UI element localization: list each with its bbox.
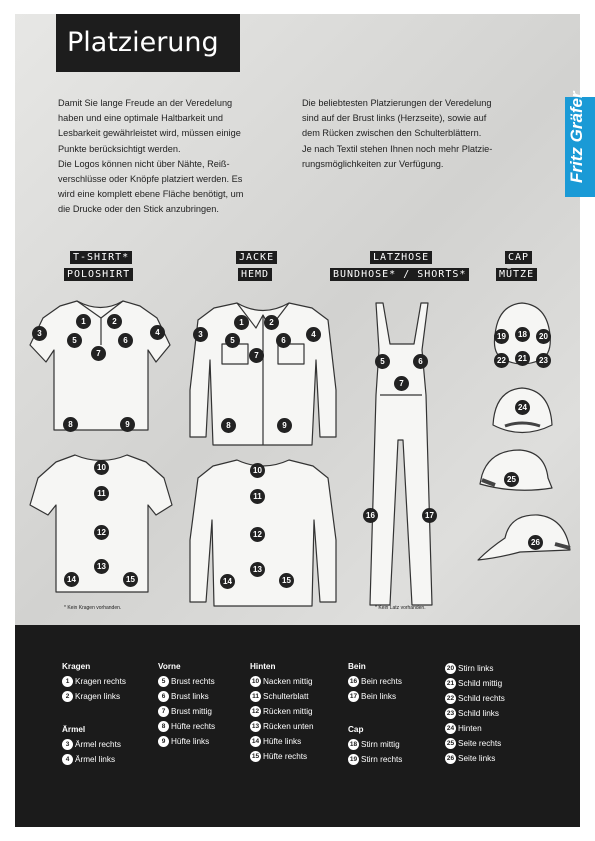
cap-side-left-shape (478, 515, 570, 560)
legend-heading-hinten: Hinten (250, 662, 276, 671)
legend-item (348, 754, 402, 769)
intro-left-line: Punkte berücksichtigt werden. (58, 143, 181, 154)
legend-text: Nacken mittig (263, 677, 313, 686)
badge: 3 (32, 326, 47, 341)
intro-right-line: rungsmöglichkeiten zur Verfügung. (302, 158, 444, 169)
legend-number: 7 (158, 706, 169, 717)
legend-item (445, 708, 499, 723)
legend-number: 22 (446, 695, 455, 702)
badge: 7 (91, 346, 106, 361)
legend-number: 13 (251, 723, 260, 730)
legend-item (445, 723, 482, 738)
legend-text: Brust rechts (171, 677, 215, 686)
legend-item (158, 706, 212, 721)
badge: 6 (276, 333, 291, 348)
legend-item (62, 754, 115, 769)
label-bundhose: BUNDHOSE* / SHORTS* (330, 268, 469, 281)
intro-left-line: Damit Sie lange Freude an der Veredelung (58, 98, 233, 108)
footnote-latz: * Kein Latz vorhanden. (375, 605, 426, 611)
badge: 9 (120, 417, 135, 432)
legend-text: Brust links (171, 692, 209, 701)
badge: 25 (504, 472, 519, 487)
intro-left-line: wird eine komplett ebene Fläche benötigt, um (58, 189, 244, 200)
legend-heading-aermel: Ärmel (62, 725, 86, 734)
legend-item (445, 753, 495, 768)
legend-number: 16 (349, 678, 358, 685)
legend-number: 5 (158, 676, 169, 687)
badge: 21 (515, 351, 530, 366)
legend-number: 18 (349, 741, 358, 748)
legend-text: Kragen links (75, 692, 121, 701)
legend-item (250, 751, 307, 766)
legend-text: Bein rechts (361, 677, 402, 686)
badge: 8 (63, 417, 78, 432)
badge: 11 (250, 489, 265, 504)
badge: 5 (67, 333, 82, 348)
legend-item (250, 706, 313, 721)
badge: 20 (536, 329, 551, 344)
badge: 4 (150, 325, 165, 340)
badge: 11 (94, 486, 109, 501)
legend-item (445, 738, 501, 753)
legend-number: 26 (446, 755, 455, 762)
legend-text: Schild mittig (458, 679, 503, 688)
badge: 15 (279, 573, 294, 588)
badge: 12 (94, 525, 109, 540)
badge: 14 (64, 572, 79, 587)
legend-number: 8 (158, 721, 169, 732)
badge: 1 (76, 314, 91, 329)
badge: 17 (422, 508, 437, 523)
legend-text: Hüfte links (171, 737, 210, 746)
legend-item (250, 676, 313, 691)
intro-left-line: die Drucke oder den Stick anzubringen. (58, 204, 219, 215)
badge: 7 (249, 348, 264, 363)
badge: 19 (494, 329, 509, 344)
legend-item (445, 678, 502, 693)
badge: 14 (220, 574, 235, 589)
label-tshirt: T-SHIRT* (70, 251, 132, 264)
legend-item (250, 691, 309, 706)
legend-text: Hüfte links (263, 737, 302, 746)
badge: 10 (94, 460, 109, 475)
legend-item (158, 676, 215, 691)
legend-text: Hüfte rechts (171, 722, 216, 731)
page-title: Platzierung (56, 14, 240, 72)
legend-item (158, 721, 215, 736)
legend-item (250, 736, 301, 751)
badge: 1 (234, 315, 249, 330)
legend-text: Seite rechts (458, 739, 502, 748)
badge: 15 (123, 572, 138, 587)
legend-number: 2 (62, 691, 73, 702)
legend-item (250, 721, 314, 736)
intro-left-line: verschlüsse oder Knöpfe platziert werden. Es (58, 174, 243, 185)
legend-text: Kragen rechts (75, 677, 126, 686)
badge: 6 (118, 333, 133, 348)
legend-item (348, 691, 396, 706)
legend-text: Stirn rechts (361, 755, 403, 764)
legend-item (348, 739, 400, 754)
overalls-shape (370, 303, 432, 605)
legend-heading-kragen: Kragen (62, 662, 91, 671)
badge: 22 (494, 353, 509, 368)
legend-number: 17 (349, 693, 358, 700)
legend-number: 12 (251, 708, 260, 715)
legend-item (445, 663, 494, 678)
legend-item (348, 676, 402, 691)
badge: 13 (250, 562, 265, 577)
polo-front-shape (30, 301, 170, 430)
legend-text: Rücken mittig (263, 707, 313, 716)
badge: 26 (528, 535, 543, 550)
intro-left-line: Lesbarkeit gewährleistet wird, müssen einige (58, 128, 241, 139)
legend-text: Seite links (458, 754, 496, 763)
badge: 9 (277, 418, 292, 433)
badge: 8 (221, 418, 236, 433)
badge: 16 (363, 508, 378, 523)
legend-number: 24 (446, 725, 455, 732)
legend-text: Hüfte rechts (263, 752, 308, 761)
label-cap: CAP (505, 251, 532, 264)
legend-item (62, 691, 120, 706)
legend-number: 11 (250, 691, 261, 702)
legend-number: 15 (251, 753, 260, 760)
legend-heading-vorne: Vorne (158, 662, 181, 671)
badge: 2 (107, 314, 122, 329)
label-polo: POLOSHIRT (64, 268, 133, 281)
badge: 24 (515, 400, 530, 415)
legend-item (445, 693, 505, 708)
badge: 6 (413, 354, 428, 369)
intro-right-line: sind auf der Brust links (Herzseite), sowie auf (302, 113, 487, 124)
badge: 7 (394, 376, 409, 391)
badge: 12 (250, 527, 265, 542)
label-muetze: MÜTZE (496, 268, 537, 281)
legend-text: Bein links (361, 692, 397, 701)
badge: 2 (264, 315, 279, 330)
legend-number: 10 (251, 678, 260, 685)
legend-number: 9 (158, 736, 169, 747)
legend-heading-cap: Cap (348, 725, 364, 734)
legend-item (62, 739, 121, 754)
badge: 13 (94, 559, 109, 574)
legend-text: Ärmel rechts (75, 740, 121, 749)
legend-heading-bein: Bein (348, 662, 366, 671)
badge: 18 (515, 327, 530, 342)
legend-text: Schild links (458, 709, 499, 718)
legend-number: 25 (446, 740, 455, 747)
legend-item (62, 676, 126, 691)
legend-number: 3 (62, 739, 73, 750)
intro-left-line: haben und eine optimale Haltbarkeit und (58, 113, 223, 124)
legend-text: Rücken unten (263, 722, 314, 731)
badge: 5 (225, 333, 240, 348)
label-hemd: HEMD (238, 268, 272, 281)
badge: 5 (375, 354, 390, 369)
legend-number: 1 (62, 676, 73, 687)
legend-number: 14 (251, 738, 260, 745)
legend-item (158, 691, 209, 706)
intro-left-line: Die Logos können nicht über Nähte, Reiß- (58, 158, 230, 169)
badge: 10 (250, 463, 265, 478)
badge: 4 (306, 327, 321, 342)
legend-item (158, 736, 209, 751)
label-latzhose: LATZHOSE (370, 251, 432, 264)
label-jacke: JACKE (236, 251, 277, 264)
legend-text: Schulterblatt (263, 692, 309, 701)
brand-text: Fritz Gräfer (567, 91, 586, 183)
intro-right-line: Je nach Textil stehen Ihnen noch mehr Platzie- (302, 143, 493, 154)
legend-text: Brust mittig (171, 707, 212, 716)
legend-text: Stirn mittig (361, 740, 400, 749)
footnote-kragen: * Kein Kragen vorhanden. (64, 605, 122, 611)
badge: 3 (193, 327, 208, 342)
legend-text: Stirn links (458, 664, 494, 673)
legend-number: 19 (349, 756, 358, 763)
legend-text: Schild rechts (458, 694, 505, 703)
legend-text: Hinten (458, 724, 482, 733)
legend-number: 6 (158, 691, 169, 702)
legend-number: 20 (446, 665, 455, 672)
legend-text: Ärmel links (75, 755, 116, 764)
legend-number: 21 (446, 680, 455, 687)
badge: 23 (536, 353, 551, 368)
intro-right-line: Die beliebtesten Platzierungen der Veredelung (302, 98, 492, 108)
legend-number: 4 (62, 754, 73, 765)
intro-right-line: dem Rücken zwischen den Schulterblättern. (302, 128, 482, 139)
legend-number: 23 (446, 710, 455, 717)
